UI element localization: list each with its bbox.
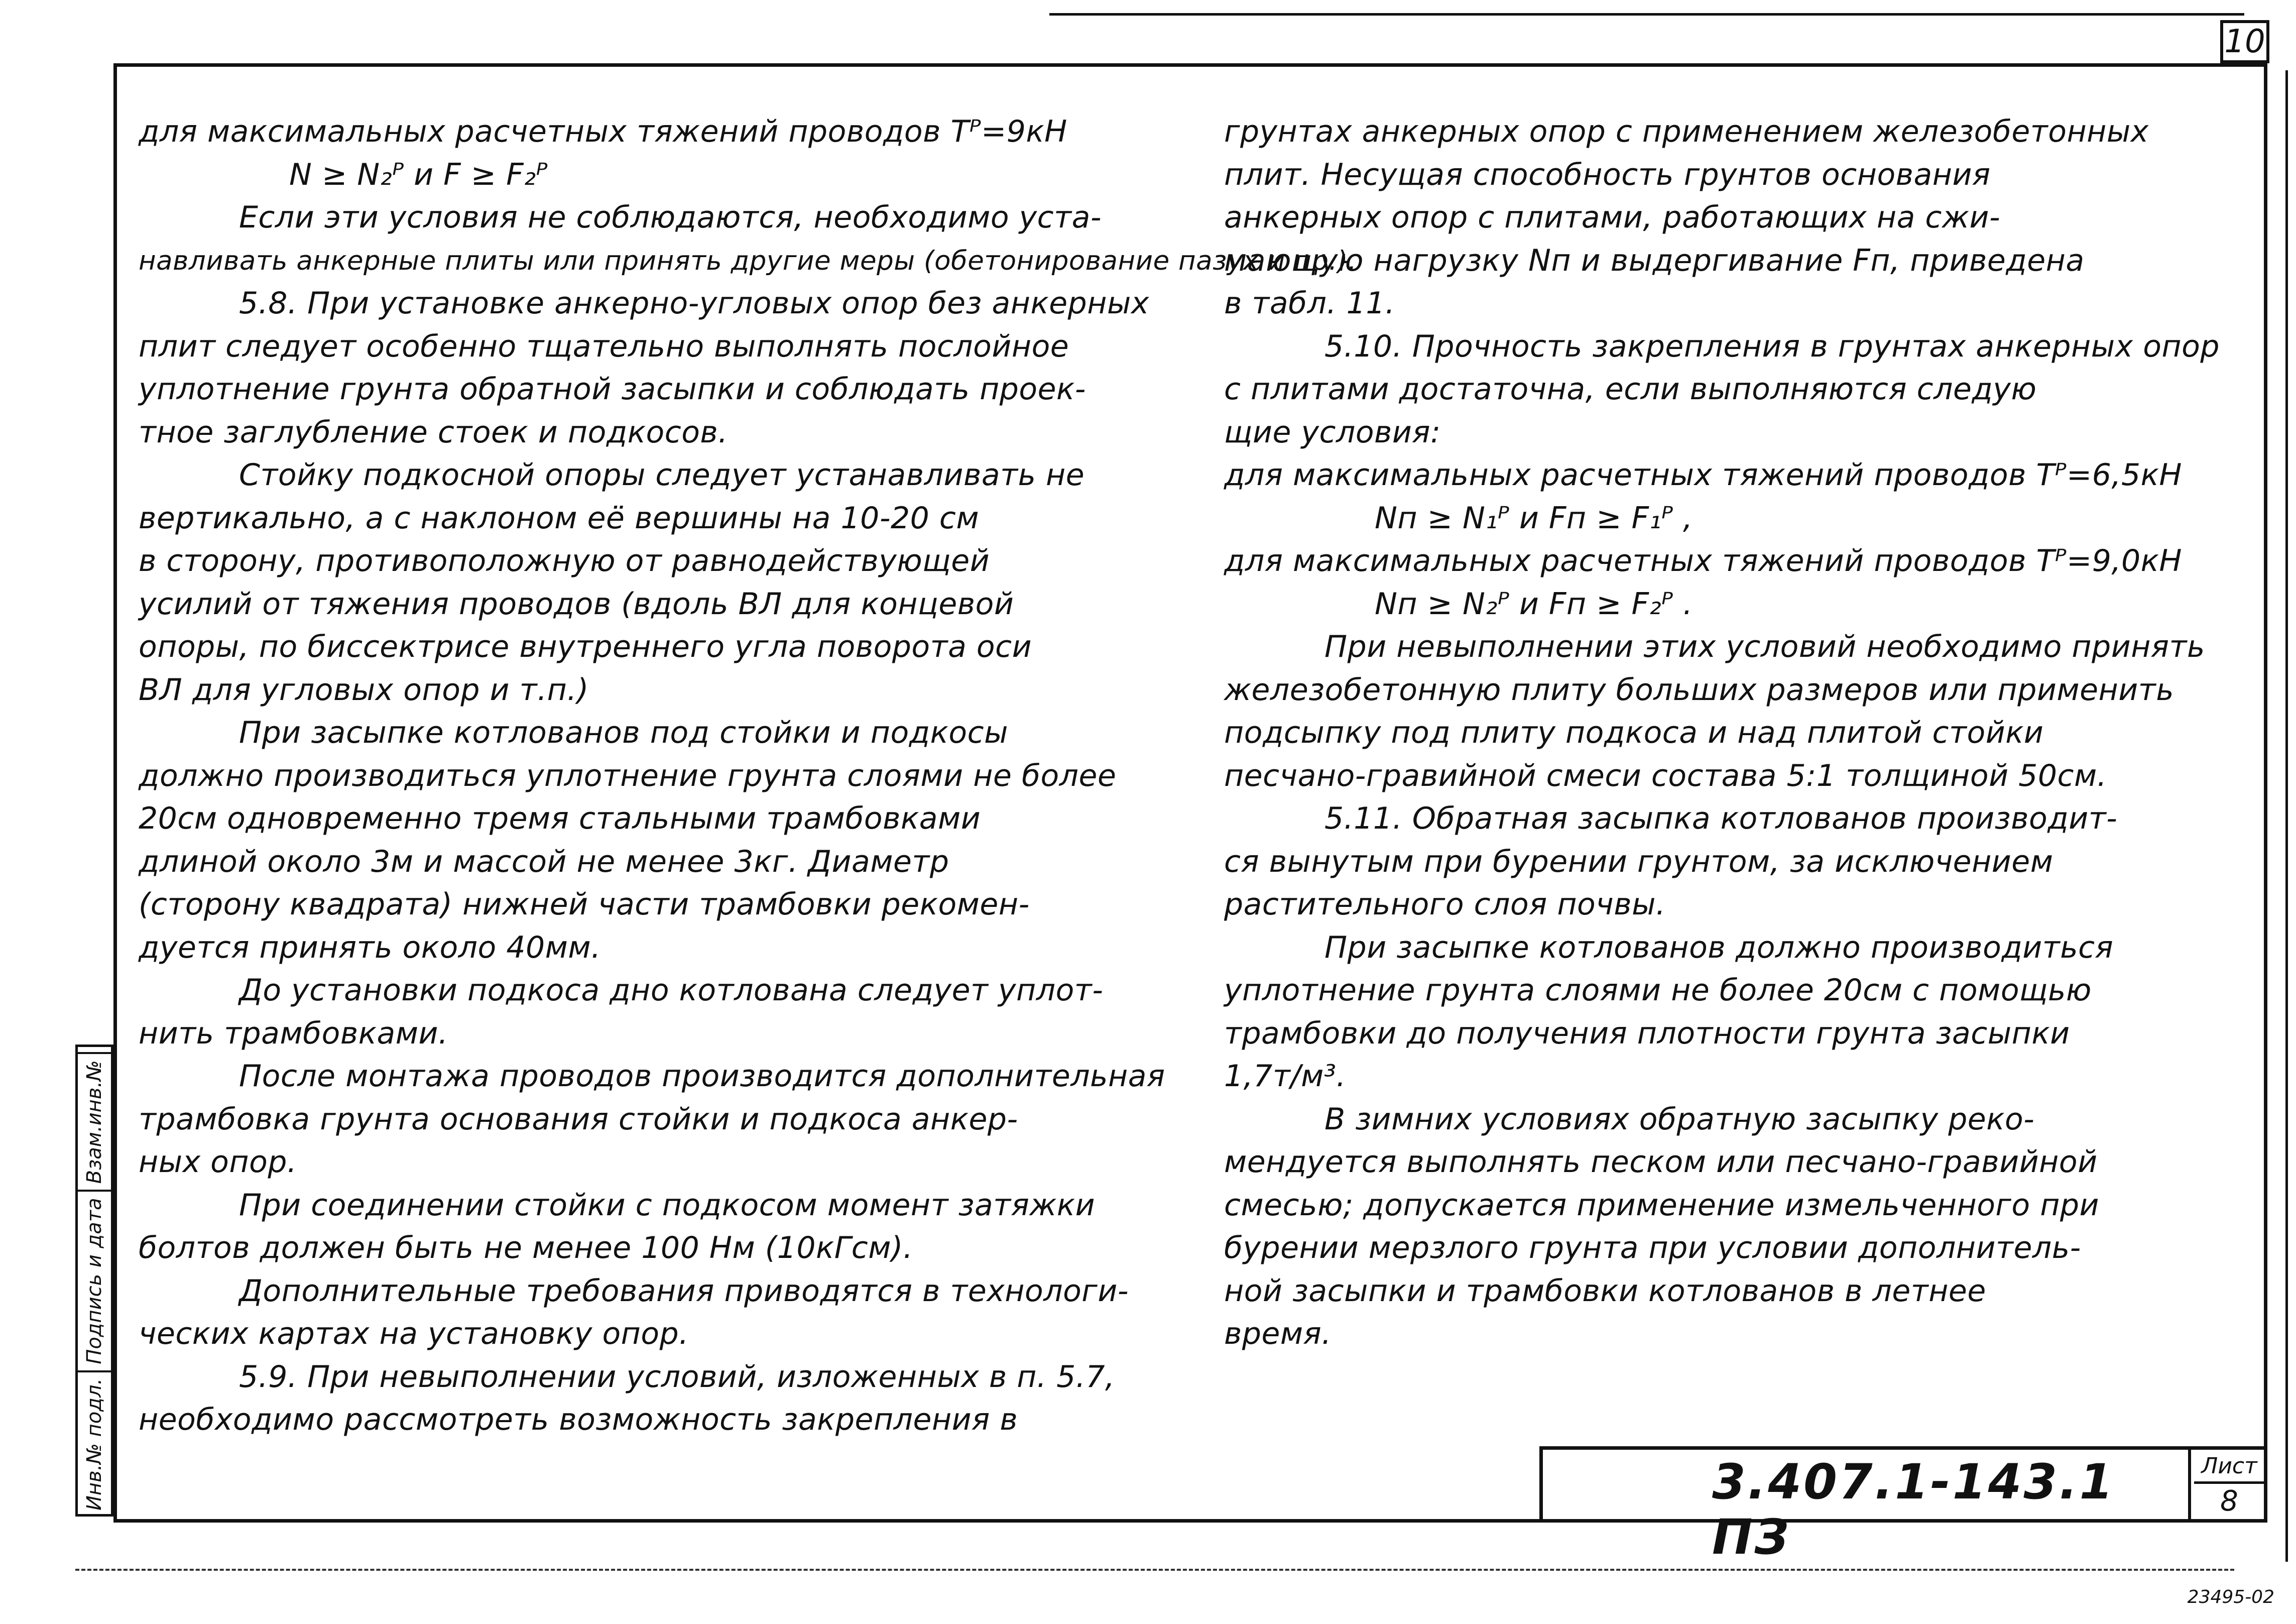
text-line: вертикально, а с наклоном её вершины на 10-20 см (139, 500, 980, 536)
text-line: длиной около 3м и массой не менее 3кг. Диаметр (139, 844, 949, 879)
text-line: До установки подкоса дно котлована следует уплот- (239, 973, 1104, 1008)
text-line: болтов должен быть не менее 100 Нм (10кГсм). (139, 1230, 913, 1265)
sheet-page-number: 8 (2220, 1485, 2238, 1518)
text-line: для максимальных расчетных тяжений проводов Тᴾ=9кН (139, 114, 1067, 149)
text-line: 20см одновременно тремя стальными трамбовками (139, 801, 981, 836)
text-line: песчано-гравийной смеси состава 5:1 толщиной 50см. (1224, 758, 2107, 793)
text-line: в табл. 11. (1224, 286, 1395, 321)
text-line: нить трамбовками. (139, 1015, 448, 1051)
text-line: (сторону квадрата) нижней части трамбовки рекомен- (139, 887, 1030, 922)
formula-line: N ≥ N₂ᴾ и F ≥ F₂ᴾ (289, 157, 548, 192)
text-line: При засыпке котлованов под стойки и подкосы (239, 715, 1008, 750)
document-code: 3.407.1-143.1 ПЗ (1712, 1454, 2115, 1565)
text-line: бурении мерзлого грунта при условии дополнитель- (1224, 1230, 2081, 1265)
text-line: При невыполнении этих условий необходимо принять (1324, 629, 2205, 664)
text-line: При засыпке котлованов должно производиться (1324, 930, 2114, 965)
text-line: грунтах анкерных опор с применением железобетонных (1224, 114, 2149, 149)
text-line: В зимних условиях обратную засыпку реко- (1324, 1101, 2035, 1137)
text-line: смесью; допускается применение измельченного при (1224, 1187, 2100, 1223)
text-line: Стойку подкосной опоры следует устанавливать не (239, 457, 1085, 493)
text-line: плит следует особенно тщательно выполнять послойное (139, 328, 1069, 364)
text-line: должно производиться уплотнение грунта слоями не более (139, 758, 1117, 793)
text-line: усилий от тяжения проводов (вдоль ВЛ для концевой (139, 586, 1014, 622)
text-line: в сторону, противоположную от равнодействующей (139, 543, 990, 578)
text-line: трамбовка грунта основания стойки и подкоса анкер- (139, 1101, 1018, 1137)
replacement-inventory-label: Взам.инв.№ (75, 1052, 113, 1190)
right-border-line (2285, 70, 2288, 1562)
text-line: ных опор. (139, 1144, 297, 1180)
text-line: мендуется выполнять песком или песчано-гравийной (1224, 1144, 2098, 1180)
text-line: опоры, по биссектрисе внутреннего угла поворота оси (139, 629, 1032, 664)
text-line: время. (1224, 1316, 1332, 1351)
text-line: ной засыпки и трамбовки котлованов в летнее (1224, 1273, 1986, 1309)
right-text-column (1224, 110, 2253, 1356)
formula-line: Nп ≥ N₁ᴾ и Fп ≥ F₁ᴾ , (1375, 500, 1693, 536)
text-line: железобетонную плиту больших размеров или применить (1224, 672, 2174, 708)
signature-date-label: Подпись и дата (75, 1190, 113, 1370)
text-line: После монтажа проводов производится дополнительная (239, 1059, 1165, 1094)
text-line: тное заглубление стоек и подкосов. (139, 414, 728, 450)
sheet-label: Лист (2194, 1451, 2264, 1484)
text-line: ВЛ для угловых опор и т.п.) (139, 672, 589, 708)
text-line: 5.10. Прочность закрепления в грунтах анкерных опор (1324, 328, 2220, 364)
sheet-number: 10 (2220, 20, 2269, 63)
text-line: с плитами достаточна, если выполняются следую (1224, 372, 2037, 407)
text-line: уплотнение грунта слоями не более 20см с помощью (1224, 973, 2092, 1008)
text-line: уплотнение грунта обратной засыпки и соблюдать проек- (139, 372, 1086, 407)
text-line: анкерных опор с плитами, работающих на сжи- (1224, 200, 2001, 235)
side-stamp-labels (75, 1045, 113, 1517)
text-line: растительного слоя почвы. (1224, 887, 1666, 922)
text-line: для максимальных расчетных тяжений проводов Тᴾ=6,5кН (1224, 457, 2183, 493)
text-line: ческих картах на установку опор. (139, 1316, 689, 1351)
text-line: дуется принять около 40мм. (139, 930, 601, 965)
formula-line: Nп ≥ N₂ᴾ и Fп ≥ F₂ᴾ . (1375, 586, 1693, 622)
text-line: подсыпку под плиту подкоса и над плитой стойки (1224, 715, 2044, 750)
bottom-border-line (75, 1569, 2234, 1571)
text-line: ся вынутым при бурении грунтом, за исключением (1224, 844, 2053, 879)
text-line: 5.11. Обратная засыпка котлованов производит- (1324, 801, 2118, 836)
text-line: навливать анкерные плиты или принять другие меры (обетонирование пазух и пр.). (139, 245, 1357, 276)
text-line: 5.9. При невыполнении условий, изложенных в п. 5.7, (239, 1359, 1115, 1395)
top-border-line (1049, 13, 2244, 16)
text-line: При соединении стойки с подкосом момент затяжки (239, 1187, 1096, 1223)
text-line: Если эти условия не соблюдаются, необходимо уста- (239, 200, 1102, 235)
text-line: щие условия: (1224, 414, 1441, 450)
archive-code: 23495-02 (2187, 1587, 2274, 1607)
text-line: трамбовки до получения плотности грунта засыпки (1224, 1015, 2070, 1051)
text-line: 1,7т/м³. (1224, 1059, 1346, 1094)
text-line: 5.8. При установке анкерно-угловых опор без анкерных (239, 286, 1149, 321)
inventory-number-label: Инв.№ подл. (75, 1370, 113, 1517)
text-line: плит. Несущая способность грунтов основания (1224, 157, 1991, 192)
text-line: Дополнительные требования приводятся в технологи- (239, 1273, 1129, 1309)
text-line: мающую нагрузку Nп и выдергивание Fп, приведена (1224, 243, 2085, 278)
text-line: для максимальных расчетных тяжений проводов Тᴾ=9,0кН (1224, 543, 2183, 578)
text-line: необходимо рассмотреть возможность закрепления в (139, 1402, 1018, 1437)
